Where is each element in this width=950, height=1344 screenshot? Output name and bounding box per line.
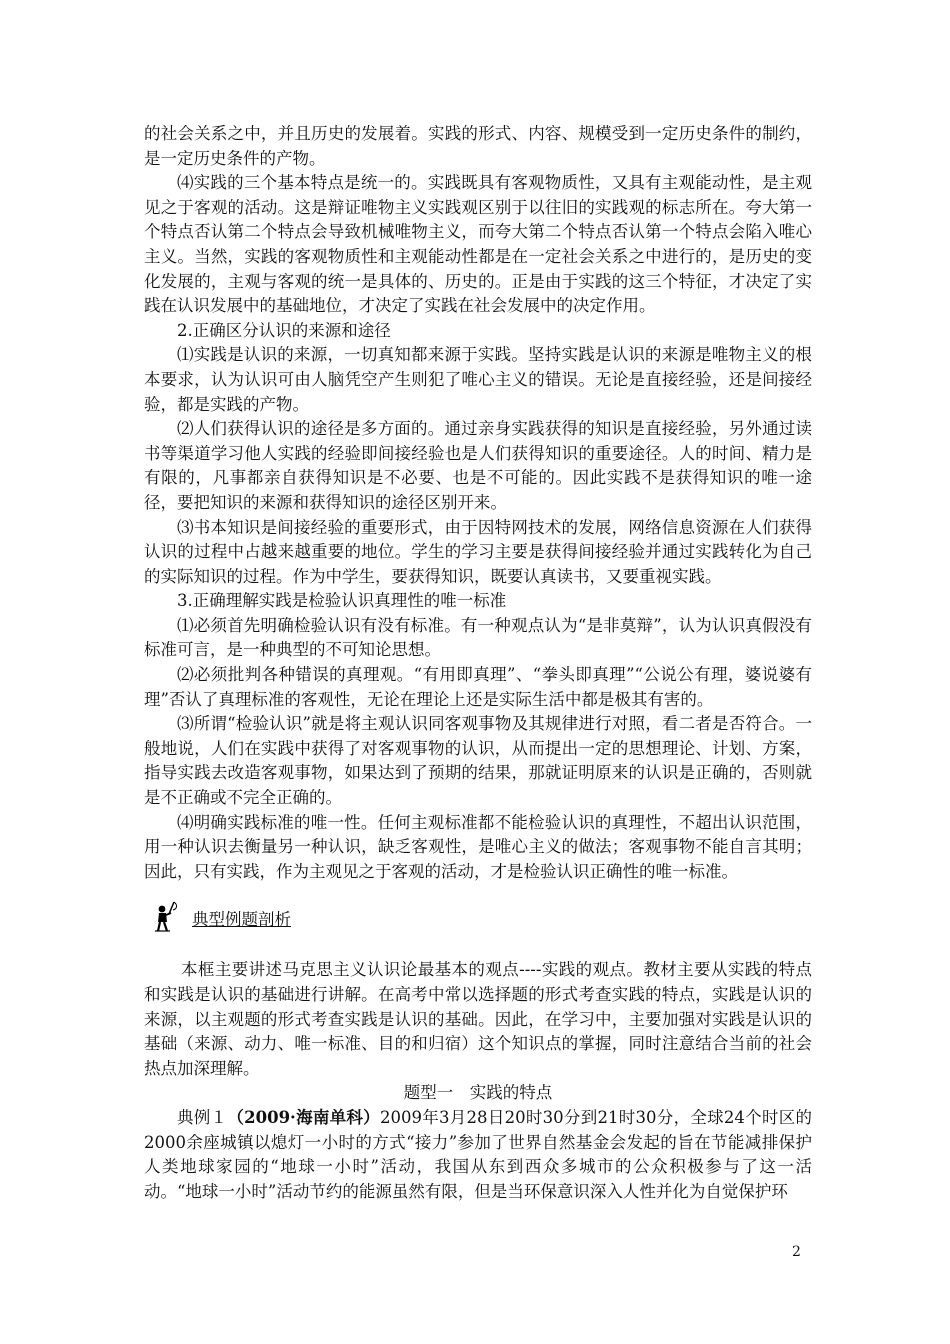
page-content: [144, 122, 812, 1204]
body-paragraph: 2.正确区分认识的来源和途径: [177, 320, 391, 340]
question-type-heading: 题型一 实践的特点: [403, 1083, 553, 1103]
body-paragraph: ⑴实践是认识的来源，一切真知都来源于实践。坚持实践是认识的来源是唯物主义的根本要求，认为认识可由人脑凭空产生则犯了唯心主义的错误。无论是直接经验，还是间接经验，都是实践的产物。: [144, 345, 812, 414]
example-label: 典例１: [177, 1107, 228, 1127]
body-paragraph: 的社会关系之中，并且历史的发展着。实践的形式、内容、规模受到一定历史条件的制约，是一定历史条件的产物。: [144, 124, 812, 168]
body-paragraph: 3.正确理解实践是检验认识真理性的唯一标准: [177, 591, 507, 611]
example-paragraph: [144, 1106, 812, 1204]
body-paragraph: ⑷明确实践标准的唯一性。任何主观标准都不能检验认识的真理性，不超出认识范围，用一种认识去衡量另一种认识，缺乏客观性，是唯心主义的做法；客观事物不能自言其明；因此，只有实践，作为主观见之于客观的活动，才是检验认识正确性的唯一标准。: [144, 812, 812, 881]
body-paragraph: ⑷实践的三个基本特点是统一的。实践既具有客观物质性，又具有主观能动性，是主观见之于客观的活动。这是辩证唯物主义实践观区别于以往旧的实践观的标志所在。夸大第一个特点否认第二个特点会导致机械唯物主义，而夸大第二个特点否认第一个特点会陷入唯心主义。当然，实践的客观物质性和主观能动性都是在一定社会关系之中进行的，是历史的变化发展的，主观与客观的统一是具体的、历史的。正是由于实践的这三个特征，才决定了实践在认识发展中的基础地位，才决定了实践在社会发展中的决定作用。: [144, 173, 812, 316]
page-number: 2: [792, 1244, 801, 1260]
body-paragraph: ⑶书本知识是间接经验的重要形式，由于因特网技术的发展，网络信息资源在人们获得认识的过程中占越来越重要的地位。学生的学习主要是获得间接经验并通过实践转化为自己的实际知识的过程。作为中学生，要获得知识，既要认真读书，又要重视实践。: [144, 517, 812, 586]
reader-figure-icon: [152, 900, 186, 934]
section-header: [144, 894, 812, 934]
body-paragraph: ⑵人们获得认识的途径是多方面的。通过亲身实践获得的知识是直接经验，另外通过读书等渠道学习他人实践的经验即间接经验也是人们获得知识的重要途径。人的时间、精力是有限的，凡事都亲自获得知识是不必要、也是不可能的。因此实践不是获得知识的唯一途径，要把知识的来源和获得知识的途径区别开来。: [144, 419, 812, 512]
body-paragraph: ⑵必须批判各种错误的真理观。“有用即真理”、“拳头即真理”“公说公有理，婆说婆有理”否认了真理标准的客观性，无论在理论上还是实际生活中都是极其有害的。: [144, 665, 812, 709]
body-paragraphs: [144, 122, 812, 884]
intro-paragraph: 本框主要讲述马克思主义认识论最基本的观点----实践的观点。教材主要从实践的特点和实践是认识的基础进行讲解。在高考中常以选择题的形式考查实践的特点，实践是认识的来源，以主观题的形式考查实践是认识的基础。因此，在学习中，主要加强对实践是认识的基础（来源、动力、唯一标准、目的和归宿）这个知识点的掌握，同时注意结合当前的社会热点加深理解。: [144, 960, 812, 1078]
example-text: 2009年3月28日20时30分到21时30分，全球24个时区的2000余座城镇以熄灯一小时的方式“接力”参加了世界自然基金会发起的旨在节能减排保护人类地球家园的“地球一小时”活动，我国从东到西众多城市的公众积极参与了这一活动。“地球一小时”活动节约的能源虽然有限，但是当环保意识深入人性并化为自觉保护环: [144, 1107, 813, 1201]
example-source: （2009·海南单科）: [227, 1107, 380, 1127]
body-paragraph: ⑴必须首先明确检验认识有没有标准。有一种观点认为“是非莫辩”，认为认识真假没有标准可言，是一种典型的不可知论思想。: [144, 615, 812, 660]
section-title: 典型例题剖析: [192, 910, 291, 930]
body-paragraph: ⑶所谓“检验认识”就是将主观认识同客观事物及其规律进行对照，看二者是否符合。一般地说，人们在实践中获得了对客观事物的认识，从而提出一定的思想理论、计划、方案，指导实践去改造客观事物，如果达到了预期的结果，那就证明原来的认识是正确的，否则就是不正确或不完全正确的。: [144, 714, 812, 808]
